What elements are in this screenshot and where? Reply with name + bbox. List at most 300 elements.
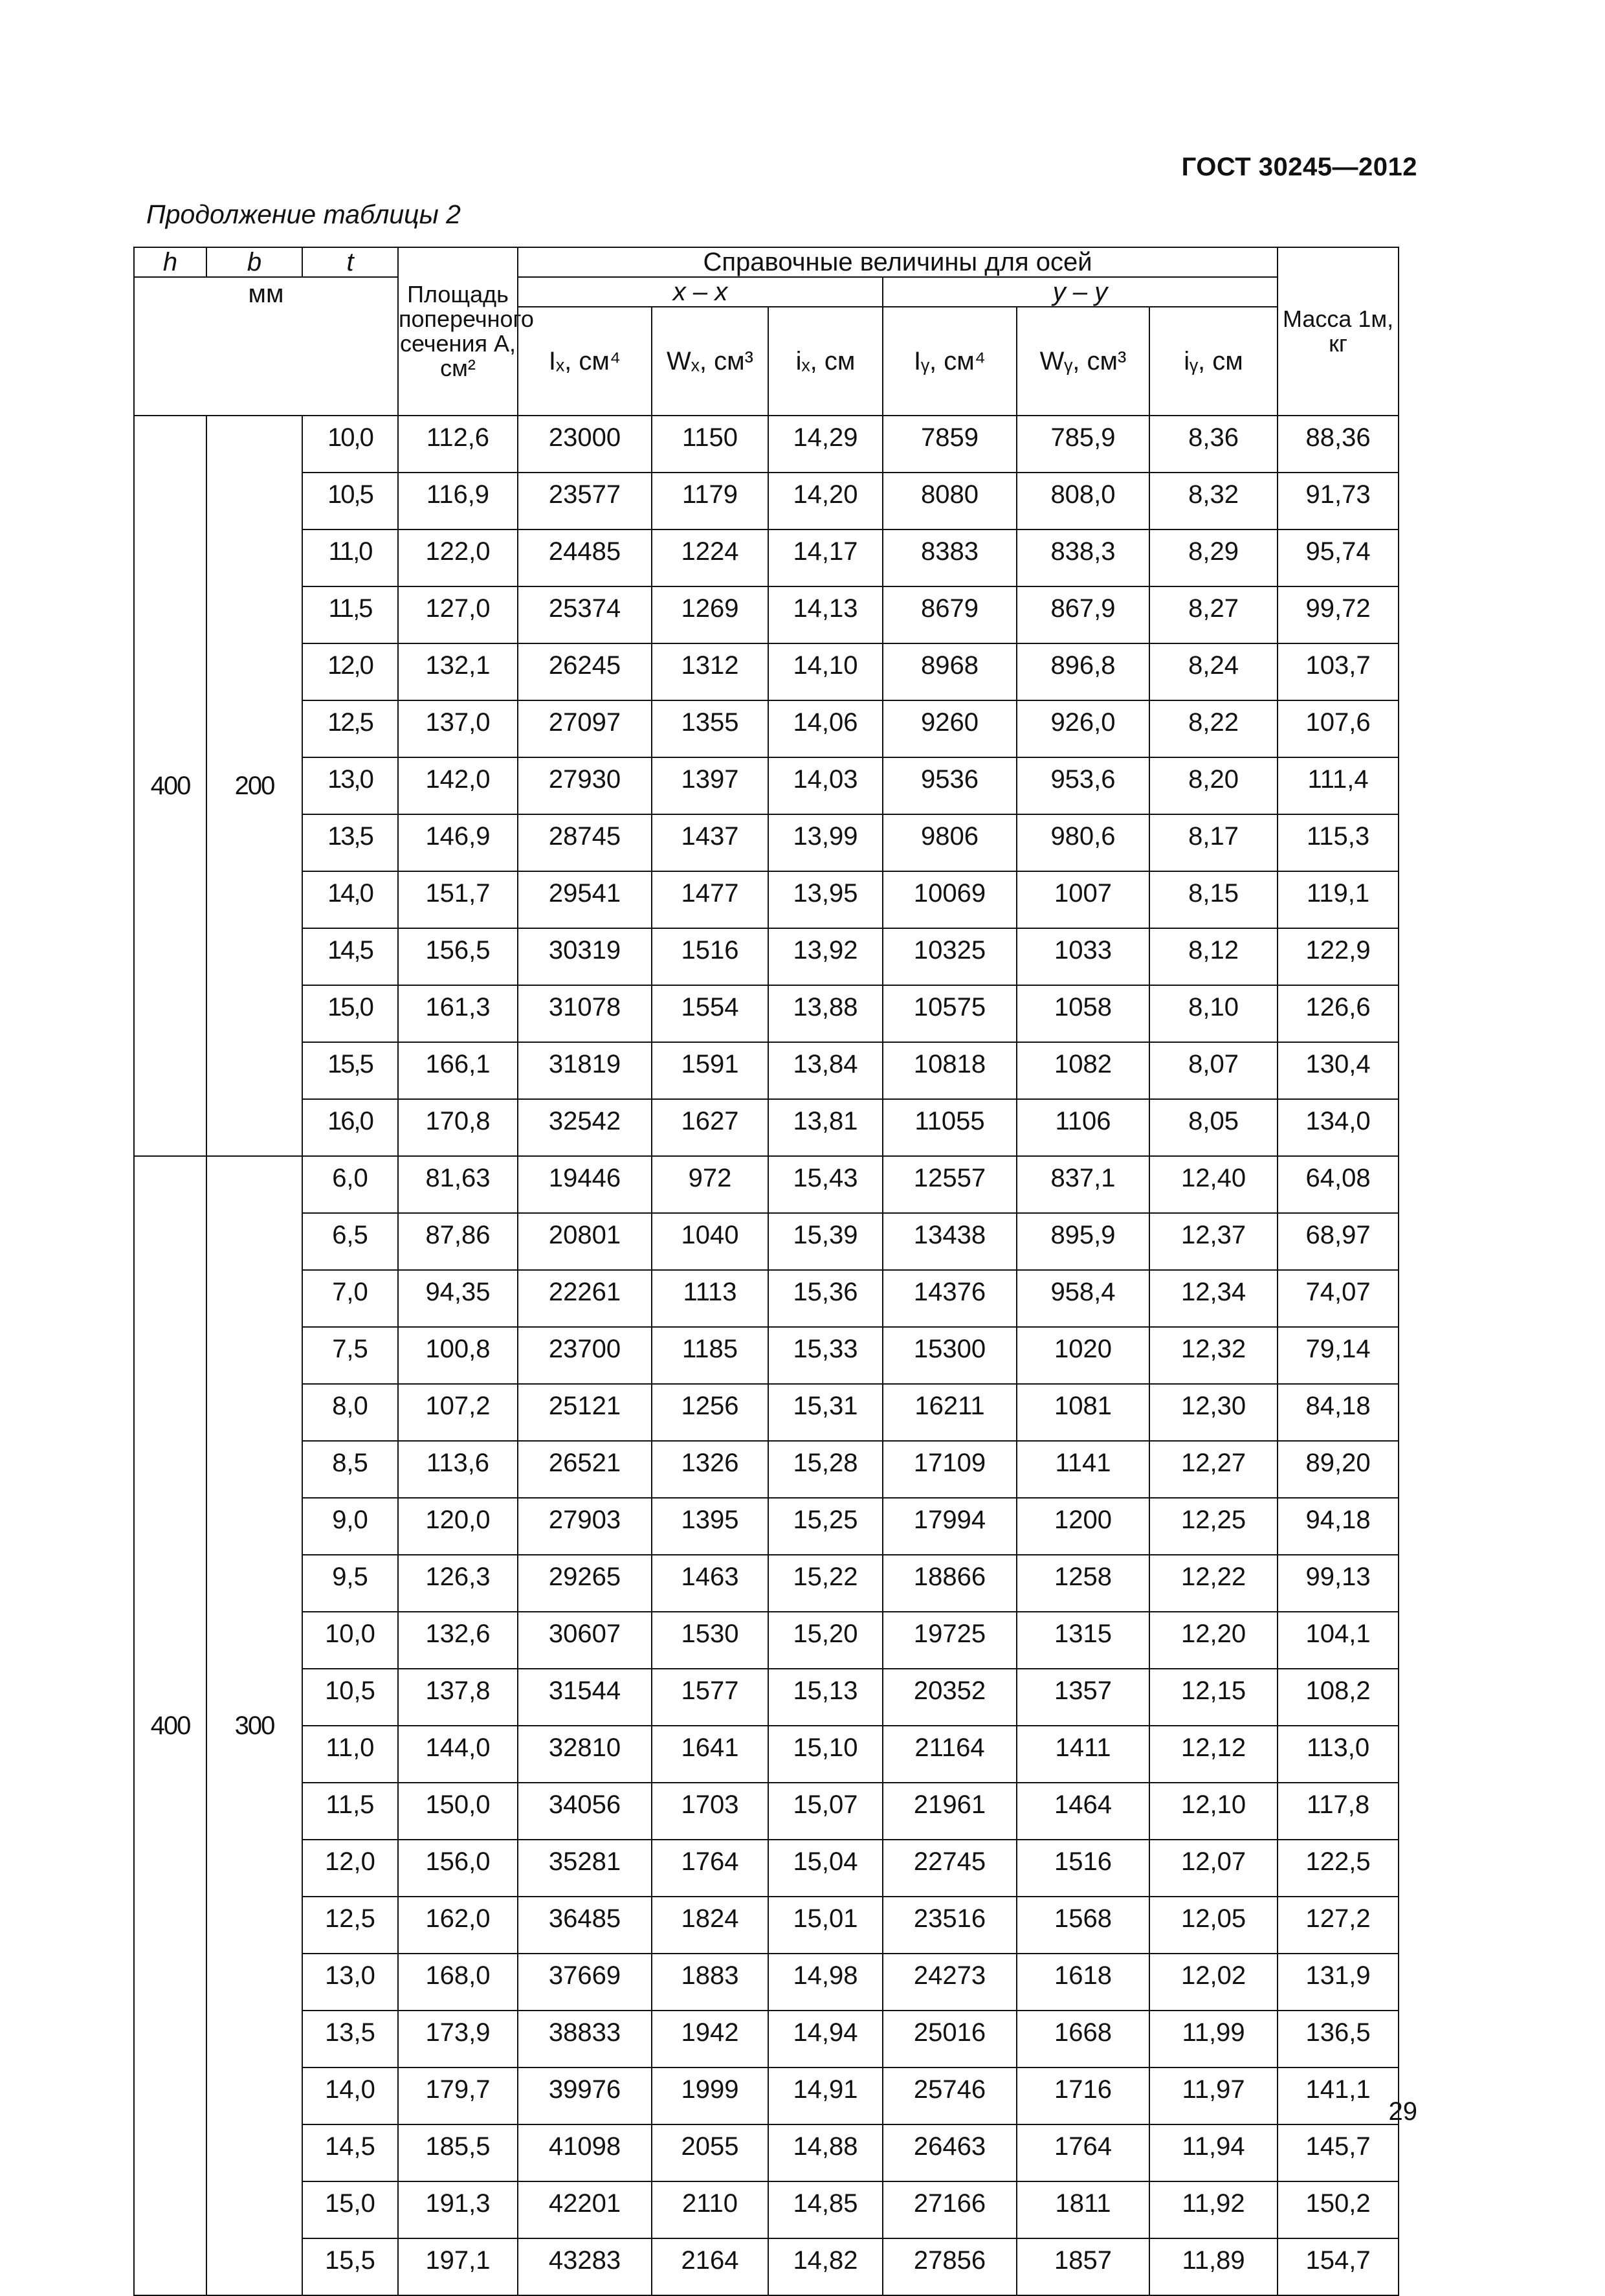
header-Wy: Wᵧ, см³ bbox=[1017, 307, 1149, 416]
cell-Wx: 1516 bbox=[652, 928, 768, 985]
cell-Ix: 39976 bbox=[518, 2068, 652, 2124]
cell-Ix: 26245 bbox=[518, 643, 652, 700]
header-axis-x: x – x bbox=[518, 277, 883, 307]
cell-mass: 113,0 bbox=[1278, 1726, 1399, 1783]
cell-Wx: 1641 bbox=[652, 1726, 768, 1783]
cell-Ix: 30607 bbox=[518, 1612, 652, 1669]
header-Iy: Iᵧ, см⁴ bbox=[883, 307, 1017, 416]
table-row bbox=[134, 2068, 1399, 2124]
cell-Ix: 20801 bbox=[518, 1213, 652, 1270]
table-row bbox=[134, 1441, 1399, 1498]
cell-ix: 14,82 bbox=[768, 2238, 883, 2295]
table-body bbox=[134, 416, 1399, 2295]
cell-ix: 13,84 bbox=[768, 1042, 883, 1099]
cell-ix: 15,31 bbox=[768, 1384, 883, 1441]
table-row bbox=[134, 1555, 1399, 1612]
cell-mass: 103,7 bbox=[1278, 643, 1399, 700]
cell-Iy: 14376 bbox=[883, 1270, 1017, 1327]
table-row bbox=[134, 1840, 1399, 1897]
cell-ix: 15,33 bbox=[768, 1327, 883, 1384]
cell-Wy: 837,1 bbox=[1017, 1156, 1149, 1213]
cell-Iy: 19725 bbox=[883, 1612, 1017, 1669]
cell-t: 15,0 bbox=[302, 2181, 398, 2238]
cell-mass: 108,2 bbox=[1278, 1669, 1399, 1726]
cell-Ix: 38833 bbox=[518, 2011, 652, 2068]
cell-t: 16,0 bbox=[302, 1099, 398, 1156]
cell-iy: 12,27 bbox=[1149, 1441, 1278, 1498]
cell-Wy: 1007 bbox=[1017, 871, 1149, 928]
cell-Wy: 1200 bbox=[1017, 1498, 1149, 1555]
cell-ix: 14,85 bbox=[768, 2181, 883, 2238]
table-row bbox=[134, 1213, 1399, 1270]
cell-Iy: 10325 bbox=[883, 928, 1017, 985]
cell-ix: 13,92 bbox=[768, 928, 883, 985]
cell-t: 15,5 bbox=[302, 1042, 398, 1099]
cell-mass: 127,2 bbox=[1278, 1897, 1399, 1954]
cell-Iy: 17994 bbox=[883, 1498, 1017, 1555]
cell-ix: 14,91 bbox=[768, 2068, 883, 2124]
cell-iy: 8,29 bbox=[1149, 529, 1278, 586]
cell-Ix: 43283 bbox=[518, 2238, 652, 2295]
table-row bbox=[134, 2011, 1399, 2068]
cell-ix: 14,98 bbox=[768, 1954, 883, 2011]
table-row bbox=[134, 2124, 1399, 2181]
cell-area: 197,1 bbox=[398, 2238, 518, 2295]
cell-area: 166,1 bbox=[398, 1042, 518, 1099]
table-row bbox=[134, 700, 1399, 757]
cell-mass: 95,74 bbox=[1278, 529, 1399, 586]
cell-area: 112,6 bbox=[398, 416, 518, 473]
cell-ix: 15,25 bbox=[768, 1498, 883, 1555]
cell-mass: 94,18 bbox=[1278, 1498, 1399, 1555]
table-row bbox=[134, 2181, 1399, 2238]
header-mass: Масса 1м, кг bbox=[1278, 247, 1399, 416]
cell-t: 12,5 bbox=[302, 700, 398, 757]
cell-area: 113,6 bbox=[398, 1441, 518, 1498]
cell-Wy: 1811 bbox=[1017, 2181, 1149, 2238]
cell-Wx: 1824 bbox=[652, 1897, 768, 1954]
cell-Iy: 8968 bbox=[883, 643, 1017, 700]
cell-Iy: 17109 bbox=[883, 1441, 1017, 1498]
cell-mass: 84,18 bbox=[1278, 1384, 1399, 1441]
cell-area: 126,3 bbox=[398, 1555, 518, 1612]
cell-iy: 12,05 bbox=[1149, 1897, 1278, 1954]
cell-Wy: 895,9 bbox=[1017, 1213, 1149, 1270]
cell-t: 14,0 bbox=[302, 871, 398, 928]
cell-t: 11,5 bbox=[302, 586, 398, 643]
cell-mass: 64,08 bbox=[1278, 1156, 1399, 1213]
cell-area: 116,9 bbox=[398, 473, 518, 529]
cell-area: 179,7 bbox=[398, 2068, 518, 2124]
cell-Ix: 23000 bbox=[518, 416, 652, 473]
cell-area: 170,8 bbox=[398, 1099, 518, 1156]
table-row bbox=[134, 1726, 1399, 1783]
cell-t: 10,5 bbox=[302, 473, 398, 529]
cell-Wx: 1530 bbox=[652, 1612, 768, 1669]
cell-mass: 79,14 bbox=[1278, 1327, 1399, 1384]
cell-Ix: 31078 bbox=[518, 985, 652, 1042]
cell-Iy: 8080 bbox=[883, 473, 1017, 529]
cell-Iy: 13438 bbox=[883, 1213, 1017, 1270]
cell-iy: 8,07 bbox=[1149, 1042, 1278, 1099]
cell-t: 13,0 bbox=[302, 757, 398, 814]
cell-mass: 122,9 bbox=[1278, 928, 1399, 985]
cell-mass: 117,8 bbox=[1278, 1783, 1399, 1840]
cell-Wy: 958,4 bbox=[1017, 1270, 1149, 1327]
cell-t: 7,5 bbox=[302, 1327, 398, 1384]
cell-Ix: 19446 bbox=[518, 1156, 652, 1213]
table-row bbox=[134, 1099, 1399, 1156]
table-row bbox=[134, 928, 1399, 985]
cell-area: 156,5 bbox=[398, 928, 518, 985]
cell-t: 11,5 bbox=[302, 1783, 398, 1840]
cell-Iy: 25016 bbox=[883, 2011, 1017, 2068]
cell-t: 14,0 bbox=[302, 2068, 398, 2124]
cell-t: 9,5 bbox=[302, 1555, 398, 1612]
cell-t: 15,5 bbox=[302, 2238, 398, 2295]
cell-mass: 126,6 bbox=[1278, 985, 1399, 1042]
cell-Ix: 28745 bbox=[518, 814, 652, 871]
cell-Wy: 1716 bbox=[1017, 2068, 1149, 2124]
cell-t: 14,5 bbox=[302, 928, 398, 985]
cell-Ix: 34056 bbox=[518, 1783, 652, 1840]
cell-iy: 8,15 bbox=[1149, 871, 1278, 928]
cell-area: 100,8 bbox=[398, 1327, 518, 1384]
cell-iy: 12,15 bbox=[1149, 1669, 1278, 1726]
cell-ix: 14,10 bbox=[768, 643, 883, 700]
cell-Wy: 1106 bbox=[1017, 1099, 1149, 1156]
table-row bbox=[134, 1327, 1399, 1384]
cell-Wx: 1179 bbox=[652, 473, 768, 529]
cell-t: 12,5 bbox=[302, 1897, 398, 1954]
cell-Ix: 22261 bbox=[518, 1270, 652, 1327]
cell-t: 9,0 bbox=[302, 1498, 398, 1555]
cell-Wy: 1464 bbox=[1017, 1783, 1149, 1840]
cell-Iy: 21961 bbox=[883, 1783, 1017, 1840]
cell-area: 144,0 bbox=[398, 1726, 518, 1783]
cell-iy: 12,34 bbox=[1149, 1270, 1278, 1327]
table-row bbox=[134, 2238, 1399, 2295]
cell-Ix: 29541 bbox=[518, 871, 652, 928]
cell-Wy: 1857 bbox=[1017, 2238, 1149, 2295]
header-area: Площадь поперечного сечения A, см² bbox=[398, 247, 518, 416]
cell-Iy: 24273 bbox=[883, 1954, 1017, 2011]
cell-Wx: 1554 bbox=[652, 985, 768, 1042]
cell-iy: 12,20 bbox=[1149, 1612, 1278, 1669]
cell-Wx: 1764 bbox=[652, 1840, 768, 1897]
cell-Iy: 10818 bbox=[883, 1042, 1017, 1099]
cell-Iy: 10575 bbox=[883, 985, 1017, 1042]
cell-Iy: 16211 bbox=[883, 1384, 1017, 1441]
profile-table bbox=[133, 247, 1399, 2296]
cell-Wx: 1256 bbox=[652, 1384, 768, 1441]
cell-area: 81,63 bbox=[398, 1156, 518, 1213]
cell-iy: 8,20 bbox=[1149, 757, 1278, 814]
cell-mass: 150,2 bbox=[1278, 2181, 1399, 2238]
table-caption: Продолжение таблицы 2 bbox=[146, 199, 461, 229]
table-row bbox=[134, 473, 1399, 529]
cell-t: 13,5 bbox=[302, 814, 398, 871]
table-row bbox=[134, 1498, 1399, 1555]
cell-t: 6,5 bbox=[302, 1213, 398, 1270]
cell-area: 161,3 bbox=[398, 985, 518, 1042]
cell-Wx: 1999 bbox=[652, 2068, 768, 2124]
cell-Iy: 8679 bbox=[883, 586, 1017, 643]
header-Wx: Wₓ, см³ bbox=[652, 307, 768, 416]
cell-iy: 12,30 bbox=[1149, 1384, 1278, 1441]
header-reference: Справочные величины для осей bbox=[518, 247, 1278, 277]
cell-area: 137,0 bbox=[398, 700, 518, 757]
cell-mass: 134,0 bbox=[1278, 1099, 1399, 1156]
cell-Ix: 30319 bbox=[518, 928, 652, 985]
cell-Ix: 41098 bbox=[518, 2124, 652, 2181]
cell-ix: 15,10 bbox=[768, 1726, 883, 1783]
cell-Iy: 23516 bbox=[883, 1897, 1017, 1954]
cell-area: 173,9 bbox=[398, 2011, 518, 2068]
cell-ix: 14,13 bbox=[768, 586, 883, 643]
cell-Wx: 1113 bbox=[652, 1270, 768, 1327]
cell-area: 87,86 bbox=[398, 1213, 518, 1270]
cell-ix: 14,20 bbox=[768, 473, 883, 529]
cell-ix: 15,28 bbox=[768, 1441, 883, 1498]
cell-Wy: 1568 bbox=[1017, 1897, 1149, 1954]
cell-ix: 14,94 bbox=[768, 2011, 883, 2068]
cell-mass: 89,20 bbox=[1278, 1441, 1399, 1498]
table-row bbox=[134, 643, 1399, 700]
cell-ix: 13,99 bbox=[768, 814, 883, 871]
cell-iy: 12,10 bbox=[1149, 1783, 1278, 1840]
cell-Wx: 1150 bbox=[652, 416, 768, 473]
cell-Ix: 26521 bbox=[518, 1441, 652, 1498]
cell-t: 13,5 bbox=[302, 2011, 398, 2068]
header-mm: мм bbox=[134, 277, 398, 416]
cell-Wy: 896,8 bbox=[1017, 643, 1149, 700]
cell-Wy: 1357 bbox=[1017, 1669, 1149, 1726]
cell-Wx: 972 bbox=[652, 1156, 768, 1213]
table-row bbox=[134, 985, 1399, 1042]
cell-Iy: 26463 bbox=[883, 2124, 1017, 2181]
cell-t: 12,0 bbox=[302, 643, 398, 700]
cell-t: 8,5 bbox=[302, 1441, 398, 1498]
cell-Wx: 1591 bbox=[652, 1042, 768, 1099]
cell-Iy: 9806 bbox=[883, 814, 1017, 871]
cell-area: 191,3 bbox=[398, 2181, 518, 2238]
table-row bbox=[134, 814, 1399, 871]
cell-t: 6,0 bbox=[302, 1156, 398, 1213]
cell-t: 8,0 bbox=[302, 1384, 398, 1441]
cell-Wx: 1397 bbox=[652, 757, 768, 814]
cell-mass: 111,4 bbox=[1278, 757, 1399, 814]
cell-Ix: 23700 bbox=[518, 1327, 652, 1384]
cell-Wx: 1883 bbox=[652, 1954, 768, 2011]
cell-Wy: 785,9 bbox=[1017, 416, 1149, 473]
cell-Ix: 27097 bbox=[518, 700, 652, 757]
cell-area: 168,0 bbox=[398, 1954, 518, 2011]
cell-Ix: 25374 bbox=[518, 586, 652, 643]
table-row bbox=[134, 586, 1399, 643]
table-row bbox=[134, 1384, 1399, 1441]
cell-Wx: 1942 bbox=[652, 2011, 768, 2068]
cell-iy: 11,92 bbox=[1149, 2181, 1278, 2238]
cell-Wx: 1395 bbox=[652, 1498, 768, 1555]
cell-Wy: 1081 bbox=[1017, 1384, 1149, 1441]
cell-mass: 119,1 bbox=[1278, 871, 1399, 928]
cell-Wx: 1040 bbox=[652, 1213, 768, 1270]
cell-Ix: 27903 bbox=[518, 1498, 652, 1555]
cell-iy: 8,22 bbox=[1149, 700, 1278, 757]
cell-t: 10,0 bbox=[302, 416, 398, 473]
cell-Ix: 24485 bbox=[518, 529, 652, 586]
cell-iy: 11,89 bbox=[1149, 2238, 1278, 2295]
cell-Ix: 37669 bbox=[518, 1954, 652, 2011]
cell-Ix: 42201 bbox=[518, 2181, 652, 2238]
cell-ix: 14,03 bbox=[768, 757, 883, 814]
cell-iy: 12,07 bbox=[1149, 1840, 1278, 1897]
cell-area: 151,7 bbox=[398, 871, 518, 928]
cell-Iy: 22745 bbox=[883, 1840, 1017, 1897]
cell-iy: 8,12 bbox=[1149, 928, 1278, 985]
cell-area: 185,5 bbox=[398, 2124, 518, 2181]
cell-Wy: 1516 bbox=[1017, 1840, 1149, 1897]
group-b: 200 bbox=[206, 416, 302, 1156]
cell-area: 120,0 bbox=[398, 1498, 518, 1555]
cell-Wy: 926,0 bbox=[1017, 700, 1149, 757]
cell-Wy: 1058 bbox=[1017, 985, 1149, 1042]
cell-t: 11,0 bbox=[302, 529, 398, 586]
cell-Ix: 35281 bbox=[518, 1840, 652, 1897]
table-row bbox=[134, 1156, 1399, 1213]
cell-iy: 8,27 bbox=[1149, 586, 1278, 643]
cell-Ix: 29265 bbox=[518, 1555, 652, 1612]
cell-Iy: 27856 bbox=[883, 2238, 1017, 2295]
table-row bbox=[134, 416, 1399, 473]
cell-Wy: 1764 bbox=[1017, 2124, 1149, 2181]
cell-Wx: 1312 bbox=[652, 643, 768, 700]
cell-Wy: 808,0 bbox=[1017, 473, 1149, 529]
cell-ix: 13,95 bbox=[768, 871, 883, 928]
cell-Ix: 31819 bbox=[518, 1042, 652, 1099]
cell-Ix: 25121 bbox=[518, 1384, 652, 1441]
cell-Wy: 1020 bbox=[1017, 1327, 1149, 1384]
cell-ix: 15,39 bbox=[768, 1213, 883, 1270]
cell-Wx: 1437 bbox=[652, 814, 768, 871]
cell-Wy: 838,3 bbox=[1017, 529, 1149, 586]
cell-Wy: 1258 bbox=[1017, 1555, 1149, 1612]
table-row bbox=[134, 1897, 1399, 1954]
cell-ix: 15,22 bbox=[768, 1555, 883, 1612]
cell-mass: 122,5 bbox=[1278, 1840, 1399, 1897]
cell-iy: 8,36 bbox=[1149, 416, 1278, 473]
cell-Wx: 1355 bbox=[652, 700, 768, 757]
cell-Ix: 27930 bbox=[518, 757, 652, 814]
cell-iy: 12,02 bbox=[1149, 1954, 1278, 2011]
cell-Wx: 1627 bbox=[652, 1099, 768, 1156]
cell-Iy: 21164 bbox=[883, 1726, 1017, 1783]
page-number: 29 bbox=[1388, 2097, 1417, 2126]
cell-Ix: 23577 bbox=[518, 473, 652, 529]
cell-Iy: 10069 bbox=[883, 871, 1017, 928]
cell-Wx: 1224 bbox=[652, 529, 768, 586]
cell-Ix: 31544 bbox=[518, 1669, 652, 1726]
cell-Wx: 2164 bbox=[652, 2238, 768, 2295]
cell-Iy: 18866 bbox=[883, 1555, 1017, 1612]
cell-iy: 12,32 bbox=[1149, 1327, 1278, 1384]
header-Ix: Iₓ, см⁴ bbox=[518, 307, 652, 416]
cell-Iy: 7859 bbox=[883, 416, 1017, 473]
table-row bbox=[134, 1042, 1399, 1099]
cell-Iy: 11055 bbox=[883, 1099, 1017, 1156]
cell-mass: 131,9 bbox=[1278, 1954, 1399, 2011]
cell-Iy: 27166 bbox=[883, 2181, 1017, 2238]
cell-area: 162,0 bbox=[398, 1897, 518, 1954]
cell-Wx: 1477 bbox=[652, 871, 768, 928]
cell-mass: 91,73 bbox=[1278, 473, 1399, 529]
table-row bbox=[134, 757, 1399, 814]
cell-Wy: 953,6 bbox=[1017, 757, 1149, 814]
cell-area: 122,0 bbox=[398, 529, 518, 586]
cell-Wy: 1618 bbox=[1017, 1954, 1149, 2011]
cell-iy: 11,97 bbox=[1149, 2068, 1278, 2124]
cell-iy: 8,17 bbox=[1149, 814, 1278, 871]
header-axis-y: y – y bbox=[883, 277, 1278, 307]
header-ix: iₓ, см bbox=[768, 307, 883, 416]
cell-t: 12,0 bbox=[302, 1840, 398, 1897]
cell-iy: 8,24 bbox=[1149, 643, 1278, 700]
cell-ix: 15,07 bbox=[768, 1783, 883, 1840]
cell-Wx: 1577 bbox=[652, 1669, 768, 1726]
cell-Wx: 2055 bbox=[652, 2124, 768, 2181]
header-b: b bbox=[206, 247, 302, 277]
cell-Wx: 1463 bbox=[652, 1555, 768, 1612]
table-row bbox=[134, 1954, 1399, 2011]
cell-mass: 141,1 bbox=[1278, 2068, 1399, 2124]
cell-iy: 12,12 bbox=[1149, 1726, 1278, 1783]
cell-ix: 14,06 bbox=[768, 700, 883, 757]
cell-Iy: 15300 bbox=[883, 1327, 1017, 1384]
cell-ix: 15,36 bbox=[768, 1270, 883, 1327]
cell-mass: 145,7 bbox=[1278, 2124, 1399, 2181]
cell-t: 13,0 bbox=[302, 1954, 398, 2011]
cell-area: 132,6 bbox=[398, 1612, 518, 1669]
group-h: 400 bbox=[134, 1156, 206, 2295]
cell-area: 156,0 bbox=[398, 1840, 518, 1897]
cell-iy: 8,32 bbox=[1149, 473, 1278, 529]
cell-area: 94,35 bbox=[398, 1270, 518, 1327]
table-row bbox=[134, 1669, 1399, 1726]
cell-area: 132,1 bbox=[398, 643, 518, 700]
cell-t: 10,0 bbox=[302, 1612, 398, 1669]
cell-Wx: 1185 bbox=[652, 1327, 768, 1384]
cell-iy: 12,37 bbox=[1149, 1213, 1278, 1270]
cell-iy: 8,10 bbox=[1149, 985, 1278, 1042]
header-h: h bbox=[134, 247, 206, 277]
cell-Wy: 1411 bbox=[1017, 1726, 1149, 1783]
cell-ix: 15,04 bbox=[768, 1840, 883, 1897]
cell-Wy: 980,6 bbox=[1017, 814, 1149, 871]
group-b: 300 bbox=[206, 1156, 302, 2295]
cell-mass: 68,97 bbox=[1278, 1213, 1399, 1270]
cell-ix: 14,29 bbox=[768, 416, 883, 473]
cell-Ix: 32542 bbox=[518, 1099, 652, 1156]
cell-iy: 11,99 bbox=[1149, 2011, 1278, 2068]
cell-mass: 88,36 bbox=[1278, 416, 1399, 473]
cell-area: 142,0 bbox=[398, 757, 518, 814]
cell-Wy: 1141 bbox=[1017, 1441, 1149, 1498]
table-row bbox=[134, 871, 1399, 928]
cell-ix: 15,43 bbox=[768, 1156, 883, 1213]
cell-Iy: 20352 bbox=[883, 1669, 1017, 1726]
cell-mass: 154,7 bbox=[1278, 2238, 1399, 2295]
